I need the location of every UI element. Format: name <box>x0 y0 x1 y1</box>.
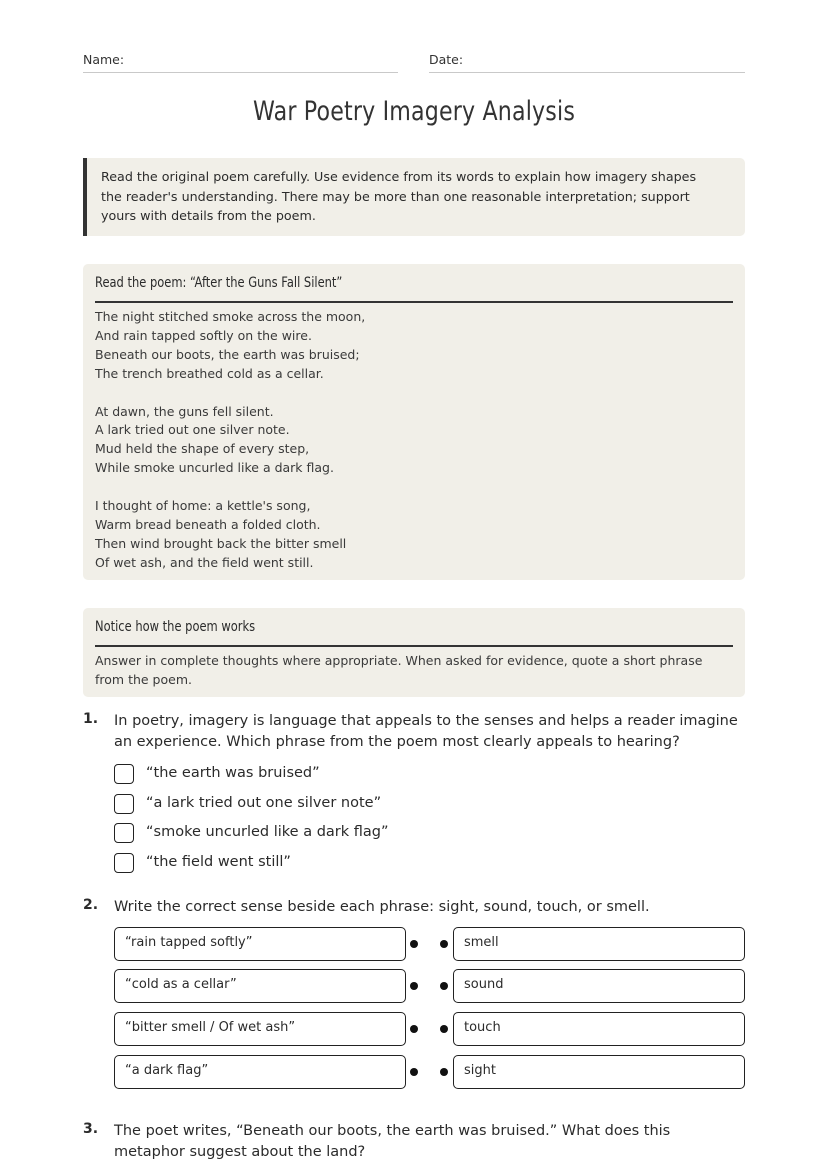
question-text: Write the correct sense beside each phrase: sight, sound, touch, or smell. <box>114 899 650 915</box>
notice-section-title <box>95 619 733 647</box>
poem-panel <box>83 264 745 580</box>
match-dot[interactable] <box>440 1025 448 1033</box>
poem-line: Of wet ash, and the field went still. <box>95 554 314 570</box>
instructions-box: Read the original poem carefully. Use evidence from its words to explain how imagery shapes the reader's understanding. There may be more than one reasonable interpretation; support yours with details from the poem. <box>83 158 745 236</box>
poem-section-title <box>95 275 733 303</box>
question-number: 1. <box>83 711 99 727</box>
poem-stanza <box>95 403 695 479</box>
match-left-item: “bitter smell / Of wet ash” <box>114 1012 406 1046</box>
checkbox[interactable] <box>114 823 134 843</box>
option-label: “the earth was bruised” <box>146 765 320 781</box>
question-text: In poetry, imagery is language that appeals to the senses and helps a reader imagine an experience. Which phrase from the poem most clearly appeals to hearing? <box>114 713 738 750</box>
option-label: “the field went still” <box>146 854 291 870</box>
match-right-item: sound <box>453 969 745 1003</box>
page-title: War Poetry Imagery Analysis <box>252 96 576 127</box>
header-fields <box>83 52 745 73</box>
match-dot[interactable] <box>440 1068 448 1076</box>
poem-title-text: Read the poem: “After the Guns Fall Silent” <box>95 275 343 291</box>
poem-line: The night stitched smoke across the moon, <box>95 309 366 324</box>
poem-line: Warm bread beneath a folded cloth. <box>95 516 321 532</box>
notice-panel <box>83 608 745 697</box>
notice-text: Answer in complete thoughts where appropriate. When asked for evidence, quote a short phrase from the poem. <box>95 653 703 687</box>
notice-title-text: Notice how the poem works <box>95 619 256 635</box>
poem-line: Beneath our boots, the earth was bruised; <box>95 346 360 362</box>
option-label: “a lark tried out one silver note” <box>146 795 382 811</box>
match-left-item: “rain tapped softly” <box>114 927 406 961</box>
poem-line: Mud held the shape of every step, <box>95 441 310 457</box>
poem-line: At dawn, the guns fell silent. <box>95 403 274 419</box>
match-dot[interactable] <box>440 940 448 948</box>
poem-line: While smoke uncurled like a dark flag. <box>95 460 334 476</box>
name-field[interactable] <box>83 52 398 73</box>
checkbox[interactable] <box>114 794 134 814</box>
match-dot[interactable] <box>410 1068 418 1076</box>
match-dot[interactable] <box>410 940 418 948</box>
question-2 <box>83 897 745 921</box>
poem-stanza <box>95 308 695 384</box>
question-number: 3. <box>83 1121 99 1137</box>
poem-line: Then wind brought back the bitter smell <box>95 535 347 551</box>
match-right-item: sight <box>453 1055 745 1089</box>
match-dot[interactable] <box>410 982 418 990</box>
poem-line: The trench breathed cold as a cellar. <box>95 365 324 381</box>
name-label: Name: <box>83 52 125 67</box>
poem-text <box>95 308 695 592</box>
date-label: Date: <box>429 52 464 67</box>
poem-line: And rain tapped softly on the wire. <box>95 327 312 343</box>
question-number: 2. <box>83 897 99 913</box>
checkbox[interactable] <box>114 764 134 784</box>
question-1 <box>83 711 745 876</box>
match-left-item: “a dark flag” <box>114 1055 406 1089</box>
match-left-item: “cold as a cellar” <box>114 969 406 1003</box>
match-right-item: touch <box>453 1012 745 1046</box>
match-dot[interactable] <box>440 982 448 990</box>
checkbox[interactable] <box>114 853 134 873</box>
match-dot[interactable] <box>410 1025 418 1033</box>
poem-line: I thought of home: a kettle's song, <box>95 498 311 514</box>
question-text: The poet writes, “Beneath our boots, the earth was bruised.” What does this metaphor suggest about the land? <box>114 1123 671 1160</box>
date-field[interactable] <box>429 52 745 73</box>
question-3 <box>83 1121 745 1169</box>
option-label: “smoke uncurled like a dark flag” <box>146 824 389 840</box>
poem-stanza <box>95 497 695 573</box>
match-right-item: smell <box>453 927 745 961</box>
poem-line: A lark tried out one silver note. <box>95 422 290 438</box>
